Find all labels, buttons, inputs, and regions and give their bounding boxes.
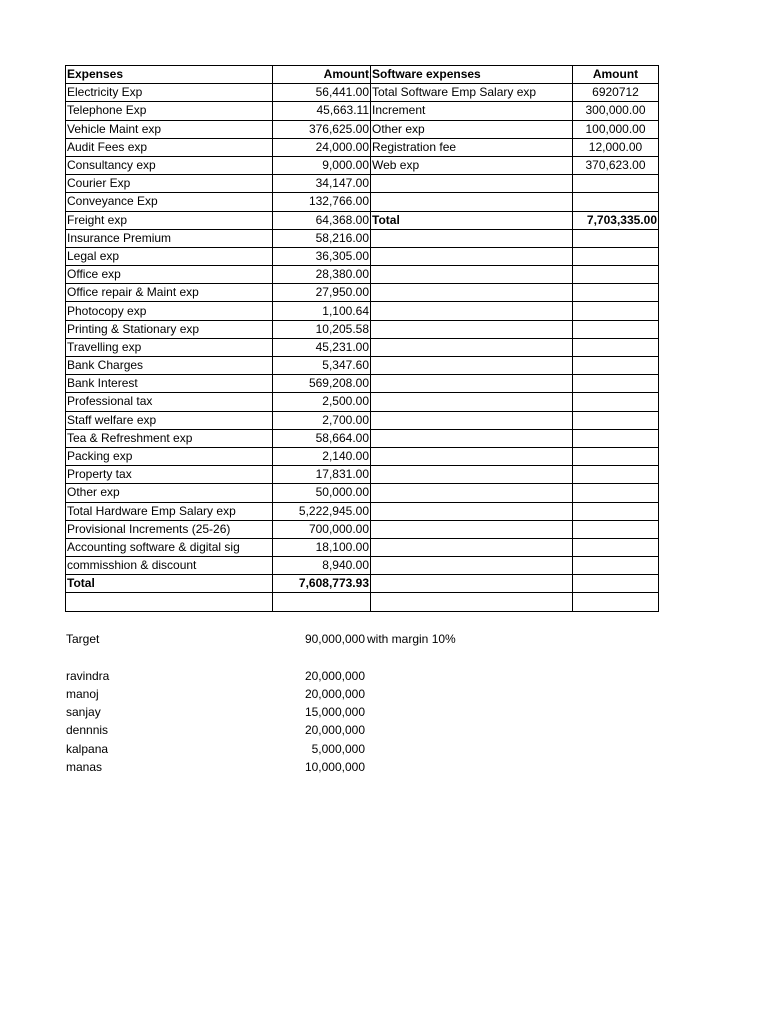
- table-row: [66, 156, 659, 174]
- expense-cell: Electricity Exp: [66, 84, 273, 102]
- amount-cell: 132,766.00: [273, 193, 371, 211]
- software-amount-cell: [573, 284, 659, 302]
- software-expense-cell: [371, 320, 573, 338]
- table-row: [66, 357, 659, 375]
- expense-cell: Other exp: [66, 484, 273, 502]
- table-row: [66, 175, 659, 193]
- amount-cell: 56,441.00: [273, 84, 371, 102]
- software-expense-cell: [371, 411, 573, 429]
- table-row: [66, 266, 659, 284]
- header-expenses: Expenses: [66, 66, 273, 84]
- table-header-row: [66, 66, 659, 84]
- expense-cell: Staff welfare exp: [66, 411, 273, 429]
- person-target-value: 15,000,000: [304, 705, 365, 720]
- expense-cell: Professional tax: [66, 393, 273, 411]
- person-name: manas: [66, 760, 103, 775]
- software-expense-cell: Web exp: [371, 156, 573, 174]
- table-row: [66, 429, 659, 447]
- amount-cell: 10,205.58: [273, 320, 371, 338]
- person-name: manoj: [66, 686, 99, 701]
- person-target-value: 20,000,000: [304, 686, 365, 701]
- expense-cell: Total Hardware Emp Salary exp: [66, 502, 273, 520]
- expense-cell: Bank Charges: [66, 357, 273, 375]
- table-row: [66, 302, 659, 320]
- software-expense-cell: [371, 557, 573, 575]
- header-software-amount: Amount: [573, 66, 659, 84]
- software-amount-cell: 7,703,335.00: [573, 211, 659, 229]
- person-target-value: 5,000,000: [311, 741, 365, 756]
- table-row: [66, 102, 659, 120]
- software-amount-cell: [573, 175, 659, 193]
- target-value: 90,000,000: [304, 632, 365, 646]
- expense-cell: Total: [66, 575, 273, 593]
- target-label: Target: [66, 632, 100, 646]
- amount-cell: 45,663.11: [273, 102, 371, 120]
- software-amount-cell: 370,623.00: [573, 156, 659, 174]
- expense-cell: Courier Exp: [66, 175, 273, 193]
- software-amount-cell: 12,000.00: [573, 138, 659, 156]
- software-amount-cell: [573, 266, 659, 284]
- amount-cell: 58,664.00: [273, 429, 371, 447]
- software-expense-cell: [371, 266, 573, 284]
- expense-cell: Provisional Increments (25-26): [66, 520, 273, 538]
- table-row: [66, 575, 659, 593]
- person-target-value: 10,000,000: [304, 760, 365, 775]
- software-expense-cell: [371, 247, 573, 265]
- amount-cell: 1,100.64: [273, 302, 371, 320]
- expenses-table: [65, 65, 659, 612]
- software-amount-cell: [573, 575, 659, 593]
- software-expense-cell: [371, 229, 573, 247]
- table-row: [66, 593, 659, 611]
- header-software-expenses: Software expenses: [371, 66, 573, 84]
- software-expense-cell: [371, 357, 573, 375]
- table-row: [66, 411, 659, 429]
- target-row: [65, 630, 565, 648]
- amount-cell: 5,347.60: [273, 357, 371, 375]
- amount-cell: 700,000.00: [273, 520, 371, 538]
- table-row: [66, 520, 659, 538]
- spacer: [65, 648, 565, 666]
- person-target-value: 20,000,000: [304, 723, 365, 738]
- expense-cell: Printing & Stationary exp: [66, 320, 273, 338]
- target-person-row: [65, 740, 565, 758]
- table-row: [66, 247, 659, 265]
- table-row: [66, 120, 659, 138]
- software-expense-cell: [371, 575, 573, 593]
- software-expense-cell: Increment: [371, 102, 573, 120]
- software-amount-cell: [573, 429, 659, 447]
- expense-cell: Packing exp: [66, 447, 273, 465]
- software-amount-cell: [573, 593, 659, 611]
- people-list: [65, 667, 565, 777]
- amount-cell: 376,625.00: [273, 120, 371, 138]
- person-name: sanjay: [66, 705, 101, 720]
- header-amount: Amount: [273, 66, 371, 84]
- table-row: [66, 557, 659, 575]
- expense-cell: Travelling exp: [66, 338, 273, 356]
- table-row: [66, 138, 659, 156]
- software-expense-cell: Total: [371, 211, 573, 229]
- table-row: [66, 338, 659, 356]
- software-amount-cell: [573, 193, 659, 211]
- target-person-row: [65, 758, 565, 776]
- amount-cell: 17,831.00: [273, 466, 371, 484]
- software-amount-cell: 100,000.00: [573, 120, 659, 138]
- table-row: [66, 538, 659, 556]
- table-row: [66, 211, 659, 229]
- software-expense-cell: Other exp: [371, 120, 573, 138]
- amount-cell: 2,140.00: [273, 447, 371, 465]
- software-amount-cell: [573, 393, 659, 411]
- software-expense-cell: [371, 393, 573, 411]
- amount-cell: 7,608,773.93: [273, 575, 371, 593]
- expense-cell: Audit Fees exp: [66, 138, 273, 156]
- target-person-row: [65, 667, 565, 685]
- software-expense-cell: Total Software Emp Salary exp: [371, 84, 573, 102]
- amount-cell: 28,380.00: [273, 266, 371, 284]
- software-amount-cell: [573, 484, 659, 502]
- software-expense-cell: [371, 520, 573, 538]
- software-expense-cell: [371, 175, 573, 193]
- expense-cell: [66, 593, 273, 611]
- software-expense-cell: [371, 502, 573, 520]
- software-amount-cell: 300,000.00: [573, 102, 659, 120]
- person-name: dennnis: [66, 723, 109, 738]
- software-amount-cell: [573, 557, 659, 575]
- software-amount-cell: [573, 375, 659, 393]
- amount-cell: 569,208.00: [273, 375, 371, 393]
- target-person-row: [65, 703, 565, 721]
- software-expense-cell: [371, 375, 573, 393]
- table-row: [66, 229, 659, 247]
- amount-cell: 18,100.00: [273, 538, 371, 556]
- person-name: kalpana: [66, 741, 109, 756]
- person-name: ravindra: [66, 668, 110, 683]
- software-expense-cell: [371, 466, 573, 484]
- person-target-value: 20,000,000: [304, 668, 365, 683]
- software-expense-cell: [371, 429, 573, 447]
- software-amount-cell: [573, 229, 659, 247]
- table-row: [66, 447, 659, 465]
- expense-cell: Property tax: [66, 466, 273, 484]
- expense-cell: Insurance Premium: [66, 229, 273, 247]
- software-expense-cell: [371, 193, 573, 211]
- amount-cell: 64,368.00: [273, 211, 371, 229]
- target-person-row: [65, 721, 565, 739]
- expense-cell: Legal exp: [66, 247, 273, 265]
- software-expense-cell: [371, 484, 573, 502]
- software-expense-cell: [371, 302, 573, 320]
- amount-cell: 27,950.00: [273, 284, 371, 302]
- expense-cell: Tea & Refreshment exp: [66, 429, 273, 447]
- expense-cell: Office repair & Maint exp: [66, 284, 273, 302]
- expense-cell: Conveyance Exp: [66, 193, 273, 211]
- amount-cell: 24,000.00: [273, 138, 371, 156]
- expense-cell: Consultancy exp: [66, 156, 273, 174]
- expense-cell: Photocopy exp: [66, 302, 273, 320]
- expense-cell: commisshion & discount: [66, 557, 273, 575]
- software-amount-cell: [573, 411, 659, 429]
- software-amount-cell: [573, 338, 659, 356]
- table-row: [66, 375, 659, 393]
- amount-cell: 5,222,945.00: [273, 502, 371, 520]
- expense-cell: Bank Interest: [66, 375, 273, 393]
- table-row: [66, 193, 659, 211]
- software-expense-cell: [371, 447, 573, 465]
- amount-cell: 34,147.00: [273, 175, 371, 193]
- software-amount-cell: 6920712: [573, 84, 659, 102]
- table-row: [66, 393, 659, 411]
- table-row: [66, 84, 659, 102]
- table-row: [66, 284, 659, 302]
- software-expense-cell: [371, 338, 573, 356]
- software-expense-cell: Registration fee: [371, 138, 573, 156]
- expense-cell: Vehicle Maint exp: [66, 120, 273, 138]
- target-note: with margin 10%: [367, 632, 456, 646]
- software-expense-cell: [371, 284, 573, 302]
- software-amount-cell: [573, 247, 659, 265]
- expense-cell: Freight exp: [66, 211, 273, 229]
- amount-cell: 50,000.00: [273, 484, 371, 502]
- software-amount-cell: [573, 502, 659, 520]
- amount-cell: 36,305.00: [273, 247, 371, 265]
- amount-cell: 58,216.00: [273, 229, 371, 247]
- amount-cell: [273, 593, 371, 611]
- software-amount-cell: [573, 357, 659, 375]
- software-amount-cell: [573, 520, 659, 538]
- software-expense-cell: [371, 593, 573, 611]
- table-row: [66, 502, 659, 520]
- expense-cell: Office exp: [66, 266, 273, 284]
- amount-cell: 2,500.00: [273, 393, 371, 411]
- software-amount-cell: [573, 538, 659, 556]
- target-section: [65, 630, 565, 776]
- software-amount-cell: [573, 447, 659, 465]
- software-amount-cell: [573, 466, 659, 484]
- amount-cell: 2,700.00: [273, 411, 371, 429]
- amount-cell: 45,231.00: [273, 338, 371, 356]
- expense-cell: Telephone Exp: [66, 102, 273, 120]
- table-body: [66, 84, 659, 611]
- expense-cell: Accounting software & digital sig: [66, 538, 273, 556]
- table-row: [66, 320, 659, 338]
- table-row: [66, 484, 659, 502]
- target-person-row: [65, 685, 565, 703]
- software-amount-cell: [573, 302, 659, 320]
- software-amount-cell: [573, 320, 659, 338]
- amount-cell: 9,000.00: [273, 156, 371, 174]
- table-row: [66, 466, 659, 484]
- software-expense-cell: [371, 538, 573, 556]
- amount-cell: 8,940.00: [273, 557, 371, 575]
